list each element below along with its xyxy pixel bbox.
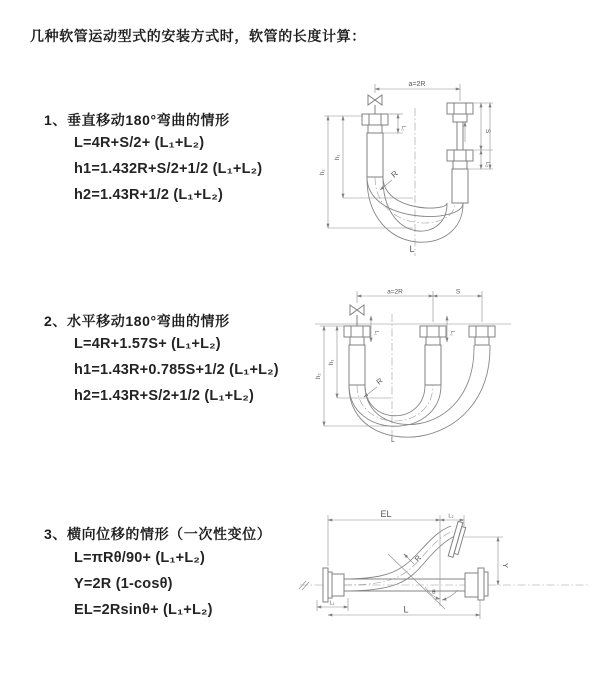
diagram-lateral-displacement — [298, 492, 598, 662]
section-2-formula-L: L=4R+1.57S+ (L₁+L₂) — [74, 336, 221, 352]
braid-section — [349, 345, 365, 385]
middle-fitting — [420, 326, 446, 385]
length-label: L — [391, 437, 395, 444]
fitting2-dim-label: L₂ — [448, 513, 454, 520]
height2-dim-label: h₂ — [320, 169, 326, 175]
span-dim-label: EL — [380, 509, 392, 519]
section-2-heading: 2、水平移动180°弯曲的情形 — [44, 313, 230, 329]
hose-displaced-position — [344, 526, 455, 591]
left-flange — [323, 568, 344, 602]
page-title: 几种软管运动型式的安装方式时，软管的长度计算： — [30, 28, 366, 44]
fitting1-dim-label: L₁ — [329, 600, 335, 607]
braid-section — [367, 133, 383, 177]
radius-callout — [364, 376, 385, 397]
right-flange-original — [465, 568, 488, 600]
section-1-formula-h1: h1=1.432R+S/2+1/2 (L₁+L₂) — [74, 161, 263, 177]
section-3-formula-EL: EL=2Rsinθ+ (L₁+L₂) — [74, 602, 213, 618]
dimension-length — [328, 600, 480, 619]
width-dim-label: a=2R — [387, 288, 403, 296]
valve-icon — [350, 305, 364, 326]
angle-callout — [425, 587, 458, 600]
braid-section — [452, 169, 468, 203]
fitting1-dim-label: L₁ — [400, 126, 406, 131]
braid-section — [425, 345, 441, 385]
break-mark — [299, 581, 309, 590]
left-fitting — [344, 326, 370, 385]
radius-label: R — [412, 553, 424, 564]
dimension-span — [328, 509, 464, 606]
fitting1-dim-label: L₁ — [373, 331, 379, 336]
radius-label: R — [374, 376, 385, 387]
width-dim-label: a=2R — [408, 81, 426, 88]
length-label: L — [409, 244, 415, 254]
valve-icon — [368, 95, 382, 114]
radius-label: R — [389, 168, 400, 180]
dimension-fitting1 — [317, 598, 348, 611]
right-fitting — [447, 103, 473, 203]
fitting2-dim-label: L₂ — [484, 162, 490, 168]
section-1-formula-L: L=4R+S/2+ (L₁+L₂) — [74, 135, 205, 151]
right-flange-displaced — [448, 521, 467, 558]
left-fitting — [362, 114, 388, 177]
fitting2-dim-label: L₂ — [449, 331, 455, 336]
section-3-formula-Y: Y=2R (1-cosθ) — [74, 576, 173, 592]
diagram-horizontal-movement — [315, 286, 595, 451]
dimension-width — [357, 289, 482, 323]
stroke-dim-label: S — [455, 288, 461, 296]
offset-dim-label: Y — [501, 563, 510, 569]
section-1-heading: 1、垂直移动180°弯曲的情形 — [44, 112, 230, 128]
right-fitting-moved — [469, 326, 495, 345]
diagram-vertical-movement — [315, 76, 595, 261]
stroke-dim-label: S — [484, 129, 491, 134]
angle-label: θ — [432, 589, 436, 596]
hose-curves — [349, 345, 490, 437]
dimension-width — [375, 81, 460, 101]
height1-dim-label: h₁ — [335, 154, 341, 160]
radius-callout — [388, 553, 445, 609]
section-3-heading: 3、横向位移的情形（一次性变位） — [44, 526, 272, 542]
length-label: L — [403, 604, 409, 615]
height2-dim-label: h₂ — [316, 373, 322, 379]
height1-dim-label: h₁ — [329, 359, 335, 365]
section-2-formula-h2: h2=1.43R+S/2+1/2 (L₁+L₂) — [74, 388, 255, 404]
section-2-formula-h1: h1=1.43R+0.785S+1/2 (L₁+L₂) — [74, 362, 279, 378]
section-1-formula-h2: h2=1.43R+1/2 (L₁+L₂) — [74, 187, 224, 203]
section-3-formula-L: L=πRθ/90+ (L₁+L₂) — [74, 550, 206, 566]
